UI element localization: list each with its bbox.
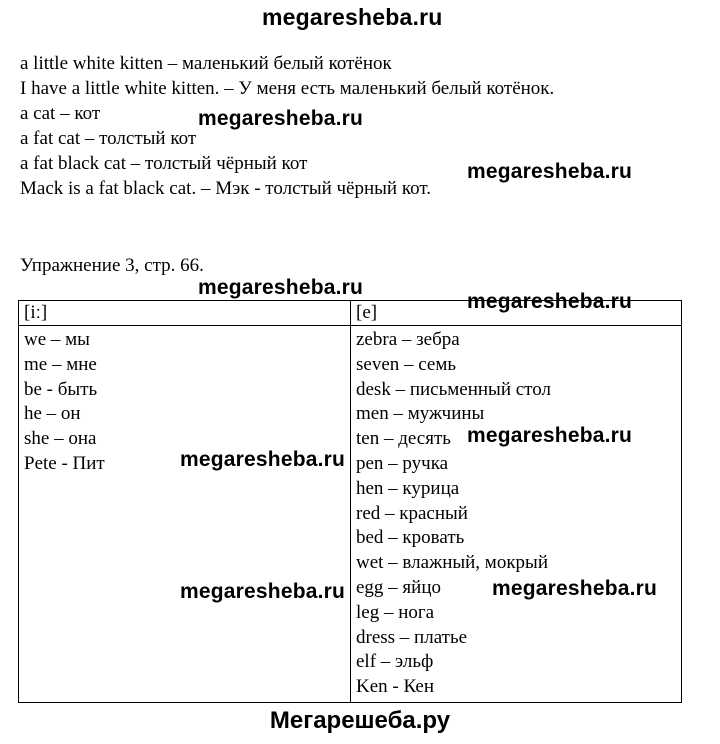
word-item: ten – десять — [356, 428, 451, 450]
phonetics-table — [18, 300, 682, 703]
long-i-word-list — [19, 326, 351, 703]
watermark: megaresheba.ru — [180, 580, 346, 603]
word-item: we – мы — [24, 329, 90, 350]
word-item: he – он — [24, 403, 81, 425]
word-item: elf – эльф — [356, 651, 434, 673]
table-row — [19, 326, 682, 703]
word-item: be - быть — [24, 378, 98, 400]
vocab-line: a fat black cat – толстый чёрный кот — [20, 153, 308, 174]
header-long-i: [iː] — [19, 301, 351, 326]
word-item: red – красный — [356, 502, 468, 524]
watermark: megaresheba.ru — [492, 577, 658, 600]
vocab-line: a little white kitten – маленький белый котёнок — [20, 53, 392, 74]
watermark: megaresheba.ru — [198, 107, 364, 130]
word-item: leg – нога — [356, 601, 435, 623]
word-item: pen – ручка — [356, 452, 449, 474]
watermark: megaresheba.ru — [467, 290, 633, 313]
vocab-line: Mack is a fat black cat. – Мэк - толстый чёрный кот. — [20, 178, 431, 199]
word-item: men – мужчины — [356, 403, 485, 425]
word-item: Ken - Кен — [356, 676, 435, 698]
word-item: Pete - Пит — [24, 452, 105, 474]
word-item: me – мне — [24, 353, 97, 375]
short-e-word-list — [351, 326, 682, 703]
word-item: wet – влажный, мокрый — [356, 552, 548, 574]
word-item: zebra – зебра — [356, 329, 460, 350]
word-item: dress – платье — [356, 626, 468, 648]
header-short-e: [e] — [351, 301, 682, 326]
watermark: megaresheba.ru — [467, 160, 633, 183]
watermark: megaresheba.ru — [180, 448, 346, 471]
footer-brand: Мегарешеба.ру — [269, 707, 451, 734]
vocab-line: a cat – кот — [20, 103, 101, 124]
watermark: megaresheba.ru — [467, 424, 633, 447]
watermark: megaresheba.ru — [198, 276, 364, 299]
word-item: she – она — [24, 428, 97, 450]
word-item: desk – письменный стол — [356, 378, 551, 400]
exercise-caption: Упражнение 3, стр. 66. — [20, 255, 204, 276]
word-item: bed – кровать — [356, 527, 465, 549]
word-item: seven – семь — [356, 353, 457, 375]
site-header: megaresheba.ru — [262, 4, 443, 30]
vocab-line: a fat cat – толстый кот — [20, 128, 197, 149]
vocab-line: I have a little white kitten. – У меня есть маленький белый котёнок. — [20, 78, 555, 99]
word-item: egg – яйцо — [356, 576, 442, 598]
word-item: hen – курица — [356, 477, 460, 499]
